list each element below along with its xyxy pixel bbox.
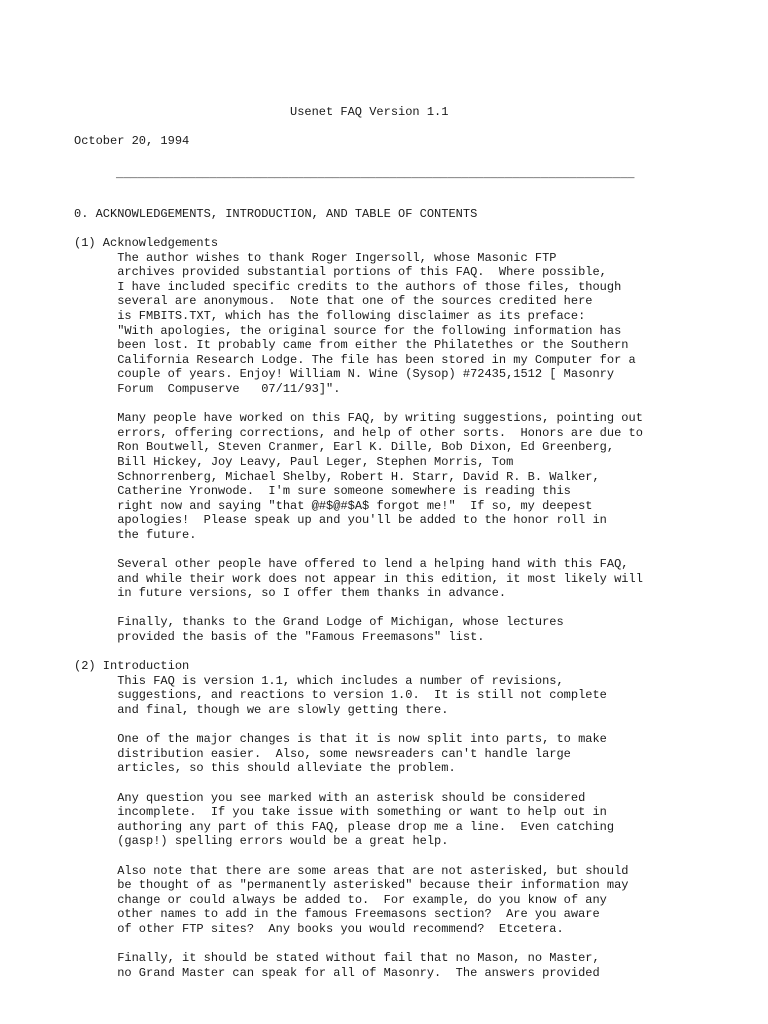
document-body: (1) Acknowledgements The author wishes to thank Roger Ingersoll, whose Masonic FTP archives provided substantial portions of this FAQ. Where possible, I have included specific credits to the authors of those files, though several are anonymous. Note that one of the sources credited here is FMBITS.TXT, which has the following disclaimer as its preface: "With apologies, the original source for the following information has been lost. It probably came from either the Philatethes or the Southern California Research Lodge. The file has been stored in my Computer for a couple of years. Enjoy! William N. Wine (Sysop) #72435,1512 [ Masonry Forum Compuserve 07/11/93]". Many people have worked on this FAQ, by writing suggestions, pointing out errors, offering corrections, and help of other sorts. Honors are due to Ron Boutwell, Steven Cranmer, Earl K. Dille, Bob Dixon, Ed Greenberg, Bill Hickey, Joy Leavy, Paul Leger, Stephen Morris, Tom Schnorrenberg, Michael Shelby, Robert H. Starr, David R. B. Walker, Catherine Yronwode. I'm sure someone somewhere is reading this right now and saying "that @#$@#$A$ forgot me!" If so, my deepest apologies! Please speak up and you'll be added to the honor roll in the future. Several other people have offered to lend a helping hand with this FAQ, and while their work does not appear in this edition, it most likely will in future versions, so I offer them thanks in advance. Finally, thanks to the Grand Lodge of Michigan, whose lectures provided the basis of the "Famous Freemasons" list. (2) Introduction This FAQ is version 1.1, which includes a number of revisions, suggestions, and reactions to version 1.0. It is still not complete and final, though we are slowly getting there. One of the major changes is that it is now split into parts, to make distribution easier. Also, some newsreaders can't handle large articles, so this should alleviate the problem. Any question you see marked with an asterisk should be considered incomplete. If you take issue with something or want to help out in authoring any part of this FAQ, please drop me a line. Even catching (gasp!) spelling errors would be a great help. Also note that there are some areas that are not asterisked, but should be thought of as "permanently asterisked" because their information may change or could always be added to. For example, do you know of any other names to add in the famous Freemasons section? Are you aware of other FTP sites? Any books you would recommend? Etcetera. Finally, it should be stated without fail that no Mason, no Master, no Grand Master can speak for all of Masonry. The answers provided [74, 236, 643, 980]
document-date: October 20, 1994 [74, 134, 190, 148]
separator-rule: ________________________________________________________________________ [116, 167, 635, 181]
document-title: Usenet FAQ Version 1.1 [290, 105, 449, 119]
section-heading: 0. ACKNOWLEDGEMENTS, INTRODUCTION, AND TABLE OF CONTENTS [74, 207, 478, 221]
